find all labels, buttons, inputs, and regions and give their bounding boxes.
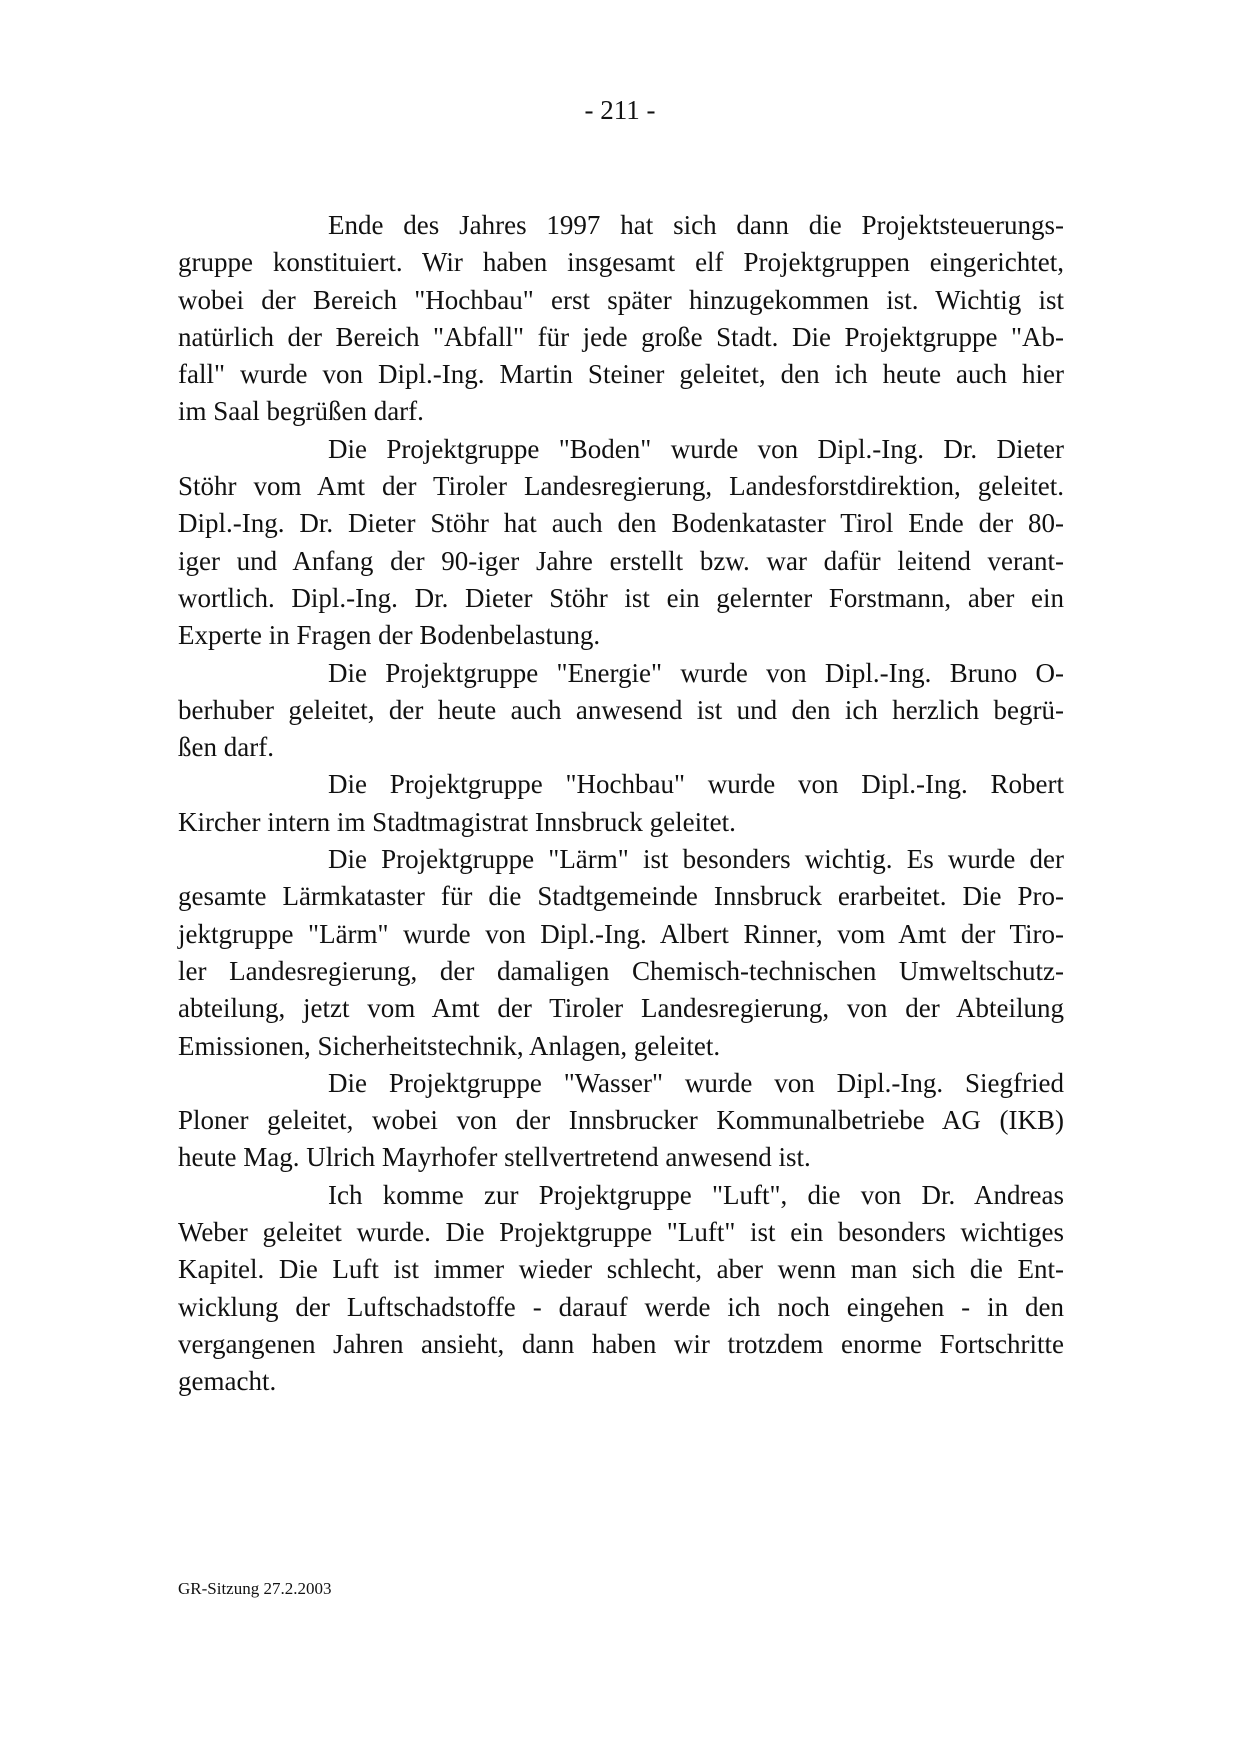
text-line: gesamte Lärmkataster für die Stadtgemeinde Innsbruck erarbeitet. Die Pro-	[178, 881, 1064, 912]
paragraph-energie	[178, 655, 1064, 767]
text-line: Ploner geleitet, wobei von der Innsbrucker Kommunalbetriebe AG (IKB)	[178, 1105, 1064, 1136]
text-line: Die Projektgruppe "Boden" wurde von Dipl.-Ing. Dr. Dieter	[328, 433, 1064, 464]
text-line: Dipl.-Ing. Dr. Dieter Stöhr hat auch den Bodenkataster Tirol Ende der 80-	[178, 508, 1064, 539]
text-line: heute Mag. Ulrich Mayrhofer stellvertretend anwesend ist.	[178, 1142, 811, 1173]
page-number: - 211 -	[584, 95, 656, 125]
paragraph-laerm	[178, 841, 1064, 1065]
text-line: gruppe konstituiert. Wir haben insgesamt elf Projektgruppen eingerichtet,	[178, 247, 1064, 278]
text-line: ler Landesregierung, der damaligen Chemisch-technischen Umweltschutz-	[178, 955, 1064, 986]
paragraph-abfall	[178, 207, 1064, 431]
text-line: wortlich. Dipl.-Ing. Dr. Dieter Stöhr ist ein gelernter Forstmann, aber ein	[178, 582, 1064, 613]
text-line: iger und Anfang der 90-iger Jahre erstellt bzw. war dafür leitend verant-	[178, 545, 1064, 576]
text-line: Die Projektgruppe "Wasser" wurde von Dipl.-Ing. Siegfried	[328, 1067, 1064, 1098]
text-line: Stöhr vom Amt der Tiroler Landesregierung, Landesforstdirektion, geleitet.	[178, 471, 1064, 502]
text-line: Experte in Fragen der Bodenbelastung.	[178, 620, 601, 651]
text-line: Die Projektgruppe "Lärm" ist besonders wichtig. Es wurde der	[328, 844, 1064, 875]
text-line: Die Projektgruppe "Hochbau" wurde von Dipl.-Ing. Robert	[328, 769, 1064, 800]
page-footer: GR-Sitzung 27.2.2003	[178, 1579, 332, 1598]
text-line: wobei der Bereich "Hochbau" erst später hinzugekommen ist. Wichtig ist	[178, 284, 1064, 315]
paragraph-wasser	[178, 1065, 1064, 1177]
paragraph-luft	[178, 1177, 1064, 1401]
text-line: berhuber geleitet, der heute auch anwesend ist und den ich herzlich begrü-	[178, 694, 1064, 725]
text-line: natürlich der Bereich "Abfall" für jede große Stadt. Die Projektgruppe "Ab-	[178, 321, 1064, 352]
text-line: wicklung der Luftschadstoffe - darauf werde ich noch eingehen - in den	[178, 1291, 1064, 1322]
text-line: Emissionen, Sicherheitstechnik, Anlagen, geleitet.	[178, 1030, 721, 1061]
text-line: im Saal begrüßen darf.	[178, 396, 424, 427]
paragraph-boden	[178, 431, 1064, 655]
text-line: Kapitel. Die Luft ist immer wieder schlecht, aber wenn man sich die Ent-	[178, 1254, 1064, 1285]
text-line: Ich komme zur Projektgruppe "Luft", die von Dr. Andreas	[328, 1179, 1064, 1210]
text-line: Kircher intern im Stadtmagistrat Innsbruck geleitet.	[178, 806, 736, 837]
text-line: Ende des Jahres 1997 hat sich dann die Projektsteuerungs-	[328, 210, 1064, 240]
text-line: Die Projektgruppe "Energie" wurde von Dipl.-Ing. Bruno O-	[328, 657, 1064, 688]
text-line: abteilung, jetzt vom Amt der Tiroler Landesregierung, von der Abteilung	[178, 993, 1064, 1024]
text-line: jektgruppe "Lärm" wurde von Dipl.-Ing. Albert Rinner, vom Amt der Tiro-	[178, 918, 1064, 949]
text-line: fall" wurde von Dipl.-Ing. Martin Steiner geleitet, den ich heute auch hier	[178, 359, 1064, 390]
document-body	[178, 207, 1064, 1401]
text-line: gemacht.	[178, 1366, 277, 1397]
paragraph-hochbau	[178, 766, 1064, 841]
text-line: ßen darf.	[178, 732, 274, 763]
text-line: vergangenen Jahren ansieht, dann haben wir trotzdem enorme Fortschritte	[178, 1328, 1064, 1359]
text-line: Weber geleitet wurde. Die Projektgruppe "Luft" ist ein besonders wichtiges	[178, 1217, 1064, 1248]
